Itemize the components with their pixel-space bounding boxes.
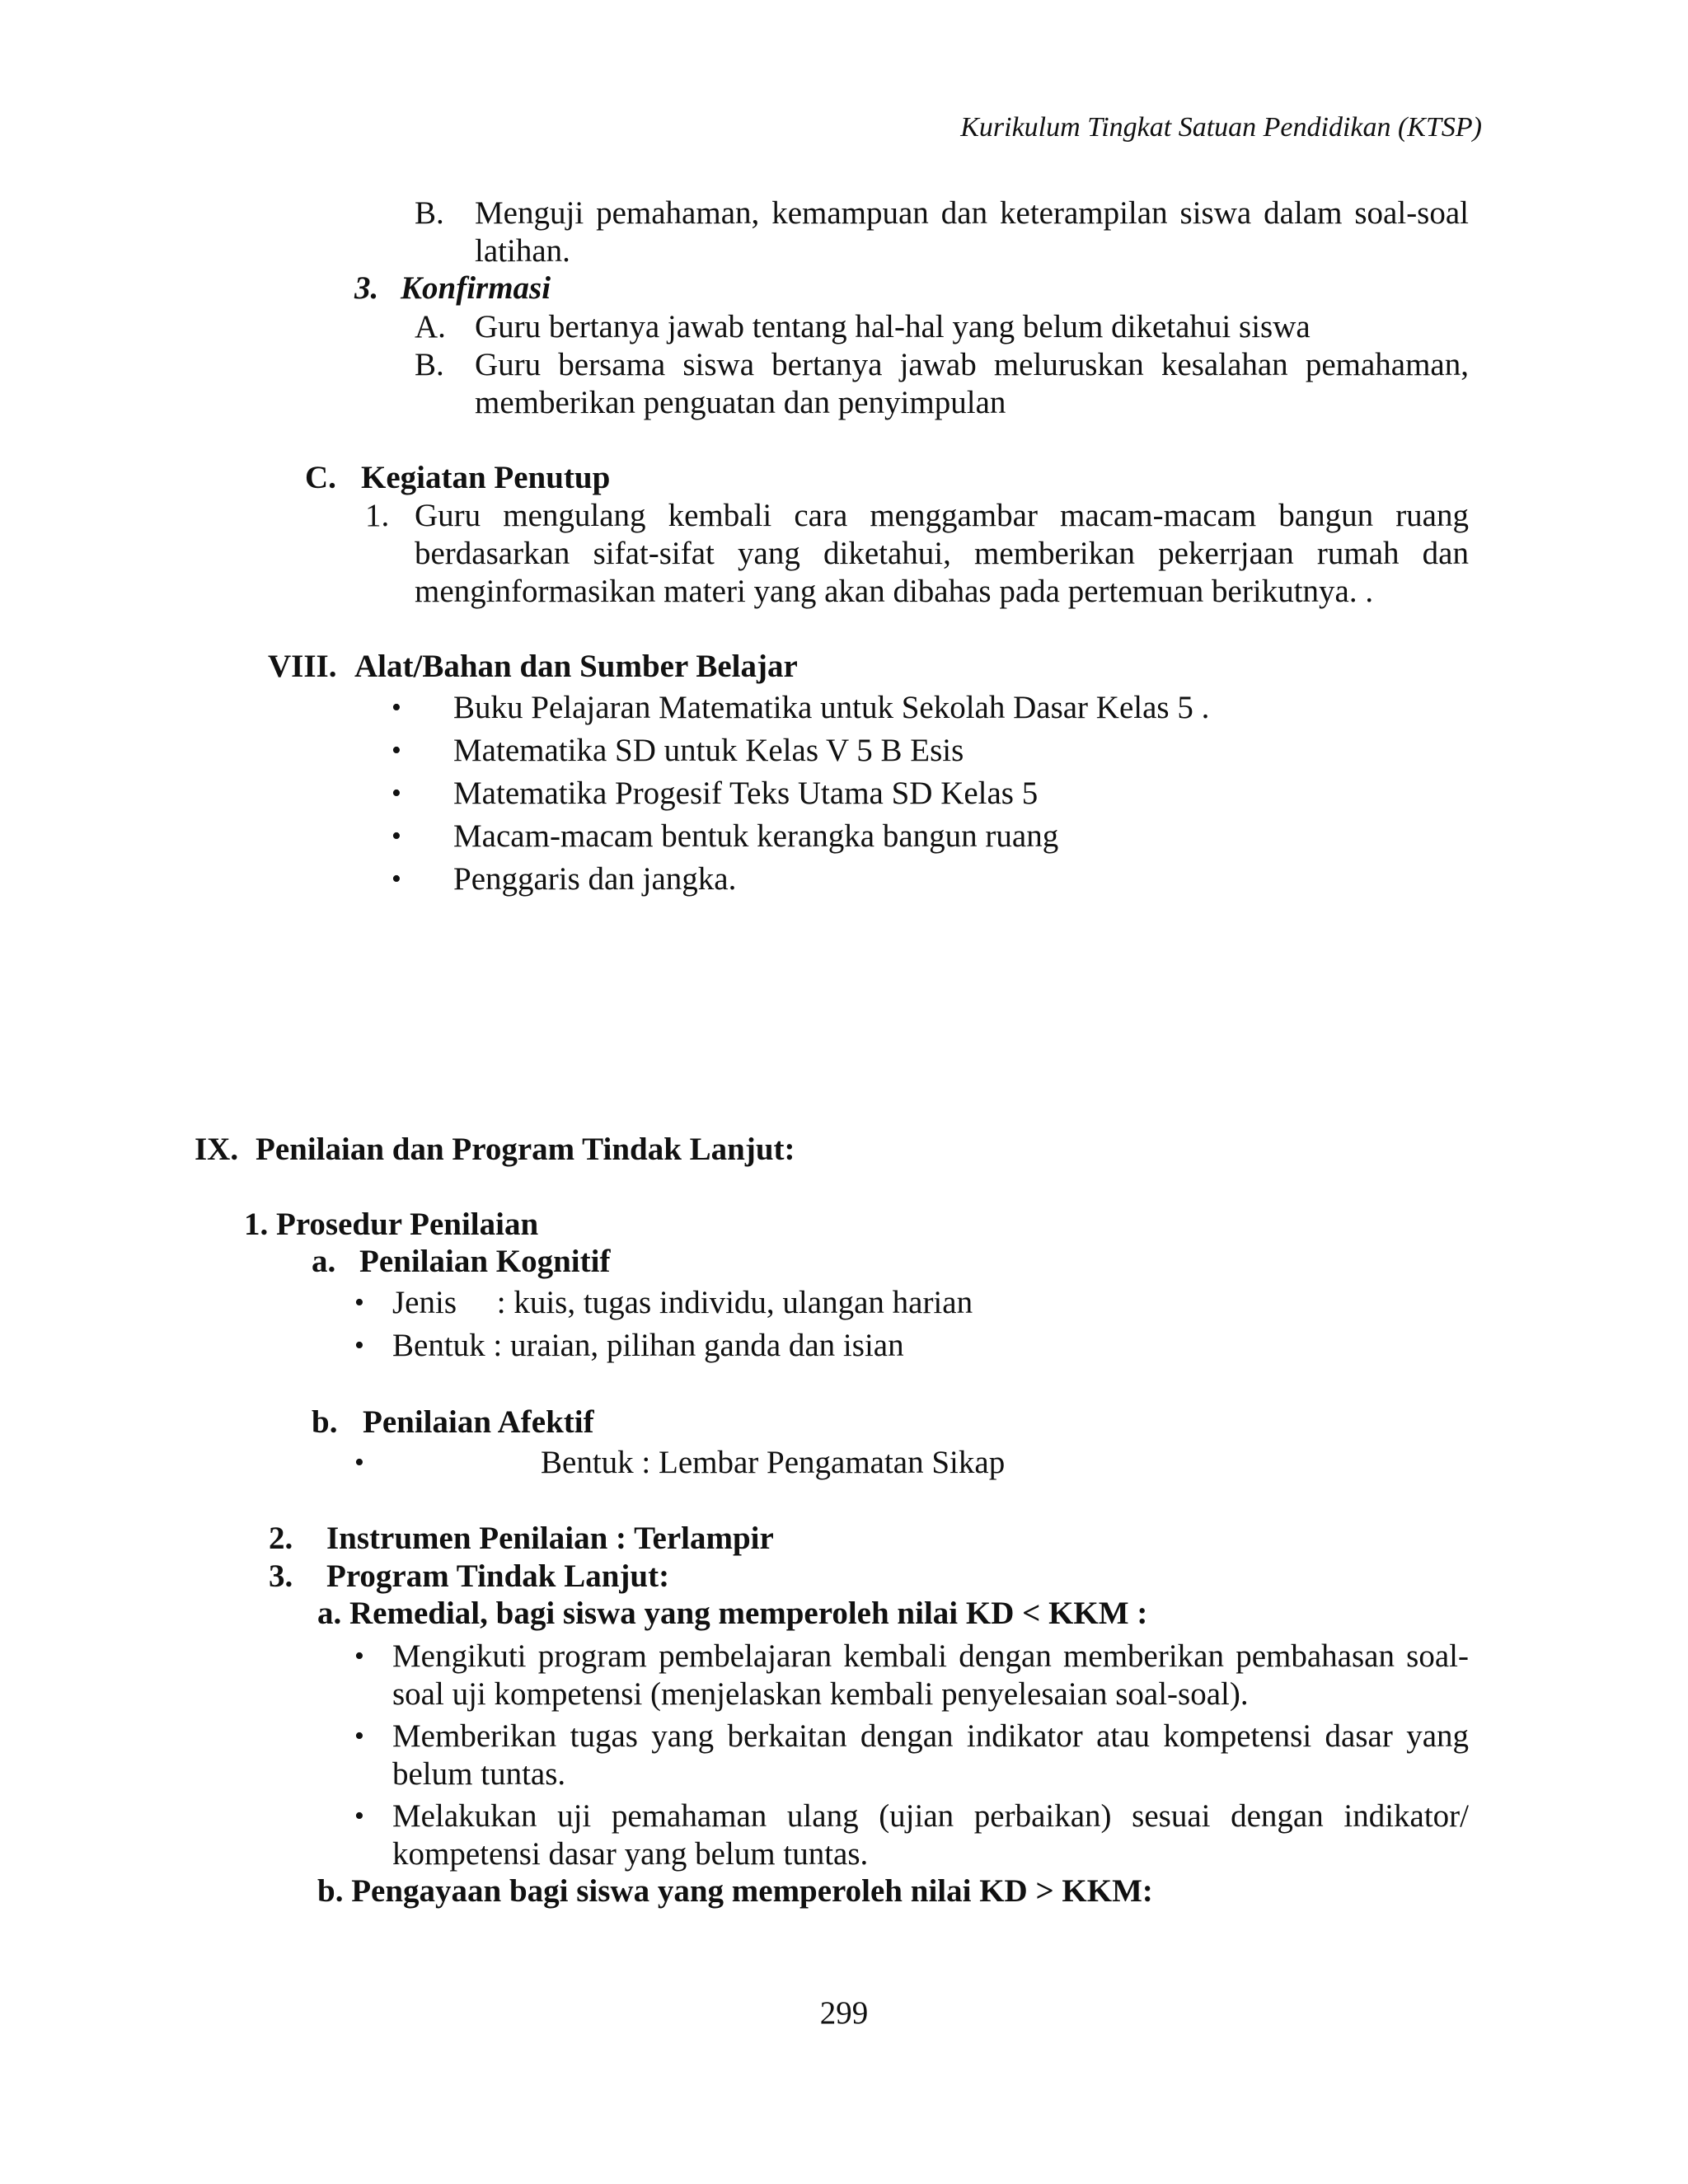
remedial-item-line1: Melakukan uji pemahaman ulang (ujian perbaikan) sesuai dengan indikator/ [392,1798,1469,1834]
bullet-icon: • [354,1330,364,1361]
page-number: 299 [819,1995,869,2031]
instrumen-marker: 2. [269,1521,293,1556]
konfirmasi-a-text: Guru bertanya jawab tentang hal-hal yang belum diketahui siswa [475,309,1311,344]
kognitif-item: Jenis : kuis, tugas individu, ulangan harian [392,1285,973,1320]
remedial-item-line1: Mengikuti program pembelajaran kembali dengan memberikan pembahasan soal- [392,1638,1469,1674]
viii-list-item: Matematika Progesif Teks Utama SD Kelas 5 [453,776,1039,811]
penutup-title: Kegiatan Penutup [361,460,611,495]
prosedur-heading: 1. Prosedur Penilaian [244,1207,539,1242]
section-viii-title: Alat/Bahan dan Sumber Belajar [354,649,798,684]
bullet-icon: • [392,692,401,723]
bullet-icon: • [392,821,401,851]
remedial-item-line2: belum tuntas. [392,1756,566,1792]
bullet-icon: • [392,735,401,766]
viii-list-item: Penggaris dan jangka. [453,861,737,897]
penutup-line3: menginformasikan materi yang akan dibahas pada pertemuan berikutnya. . [415,574,1374,609]
kognitif-title: Penilaian Kognitif [359,1244,611,1279]
section-ix-numeral: IX. [195,1132,239,1167]
section-viii-numeral: VIII. [268,649,337,684]
item-b-line2: latihan. [475,233,570,269]
penutup-item-marker: 1. [365,498,390,533]
bullet-icon: • [354,1721,364,1751]
afektif-item: Bentuk : Lembar Pengamatan Sikap [541,1445,1006,1480]
viii-list-item: Macam-macam bentuk kerangka bangun ruang [453,818,1059,854]
viii-list-item: Buku Pelajaran Matematika untuk Sekolah Dasar Kelas 5 . [453,690,1210,725]
item-b-marker: B. [415,195,444,231]
bullet-icon: • [392,778,401,808]
section-ix-title: Penilaian dan Program Tindak Lanjut: [256,1132,795,1167]
bullet-icon: • [354,1801,364,1831]
bullet-icon: • [354,1287,364,1318]
konfirmasi-b-marker: B. [415,347,444,382]
remedial-title: a. Remedial, bagi siswa yang memperoleh nilai KD < KKM : [317,1596,1148,1631]
konfirmasi-a-marker: A. [415,309,446,344]
kognitif-marker: a. [312,1244,336,1279]
konfirmasi-number: 3. [354,270,379,306]
remedial-item-line1: Memberikan tugas yang berkaitan dengan indikator atau kompetensi dasar yang [392,1718,1469,1754]
viii-list-item: Matematika SD untuk Kelas V 5 B Esis [453,733,964,768]
afektif-title: Penilaian Afektif [363,1404,594,1440]
penutup-line2: berdasarkan sifat-sifat yang diketahui, memberikan pekerrjaan rumah dan [415,536,1469,571]
afektif-marker: b. [312,1404,338,1440]
konfirmasi-b-line1: Guru bersama siswa bertanya jawab meluruskan kesalahan pemahaman, [475,347,1469,382]
bullet-icon: • [354,1641,364,1671]
konfirmasi-b-line2: memberikan penguatan dan penyimpulan [475,385,1006,420]
bullet-icon: • [392,864,401,894]
kognitif-item: Bentuk : uraian, pilihan ganda dan isian [392,1328,904,1363]
konfirmasi-title: Konfirmasi [401,270,551,306]
tindak-marker: 3. [269,1558,293,1594]
pengayaan-title: b. Pengayaan bagi siswa yang memperoleh nilai KD > KKM: [317,1873,1153,1909]
bullet-icon: • [354,1447,364,1478]
item-b-line1: Menguji pemahaman, kemampuan dan keterampilan siswa dalam soal-soal [475,195,1469,231]
tindak-text: Program Tindak Lanjut: [326,1558,670,1594]
remedial-item-line2: soal uji kompetensi (menjelaskan kembali penyelesaian soal-soal). [392,1676,1249,1712]
remedial-item-line2: kompetensi dasar yang belum tuntas. [392,1836,869,1872]
penutup-marker: C. [305,460,336,495]
instrumen-text: Instrumen Penilaian : Terlampir [326,1521,774,1556]
running-header: Kurikulum Tingkat Satuan Pendidikan (KTSP) [960,112,1482,143]
penutup-line1: Guru mengulang kembali cara menggambar macam-macam bangun ruang [415,498,1469,533]
